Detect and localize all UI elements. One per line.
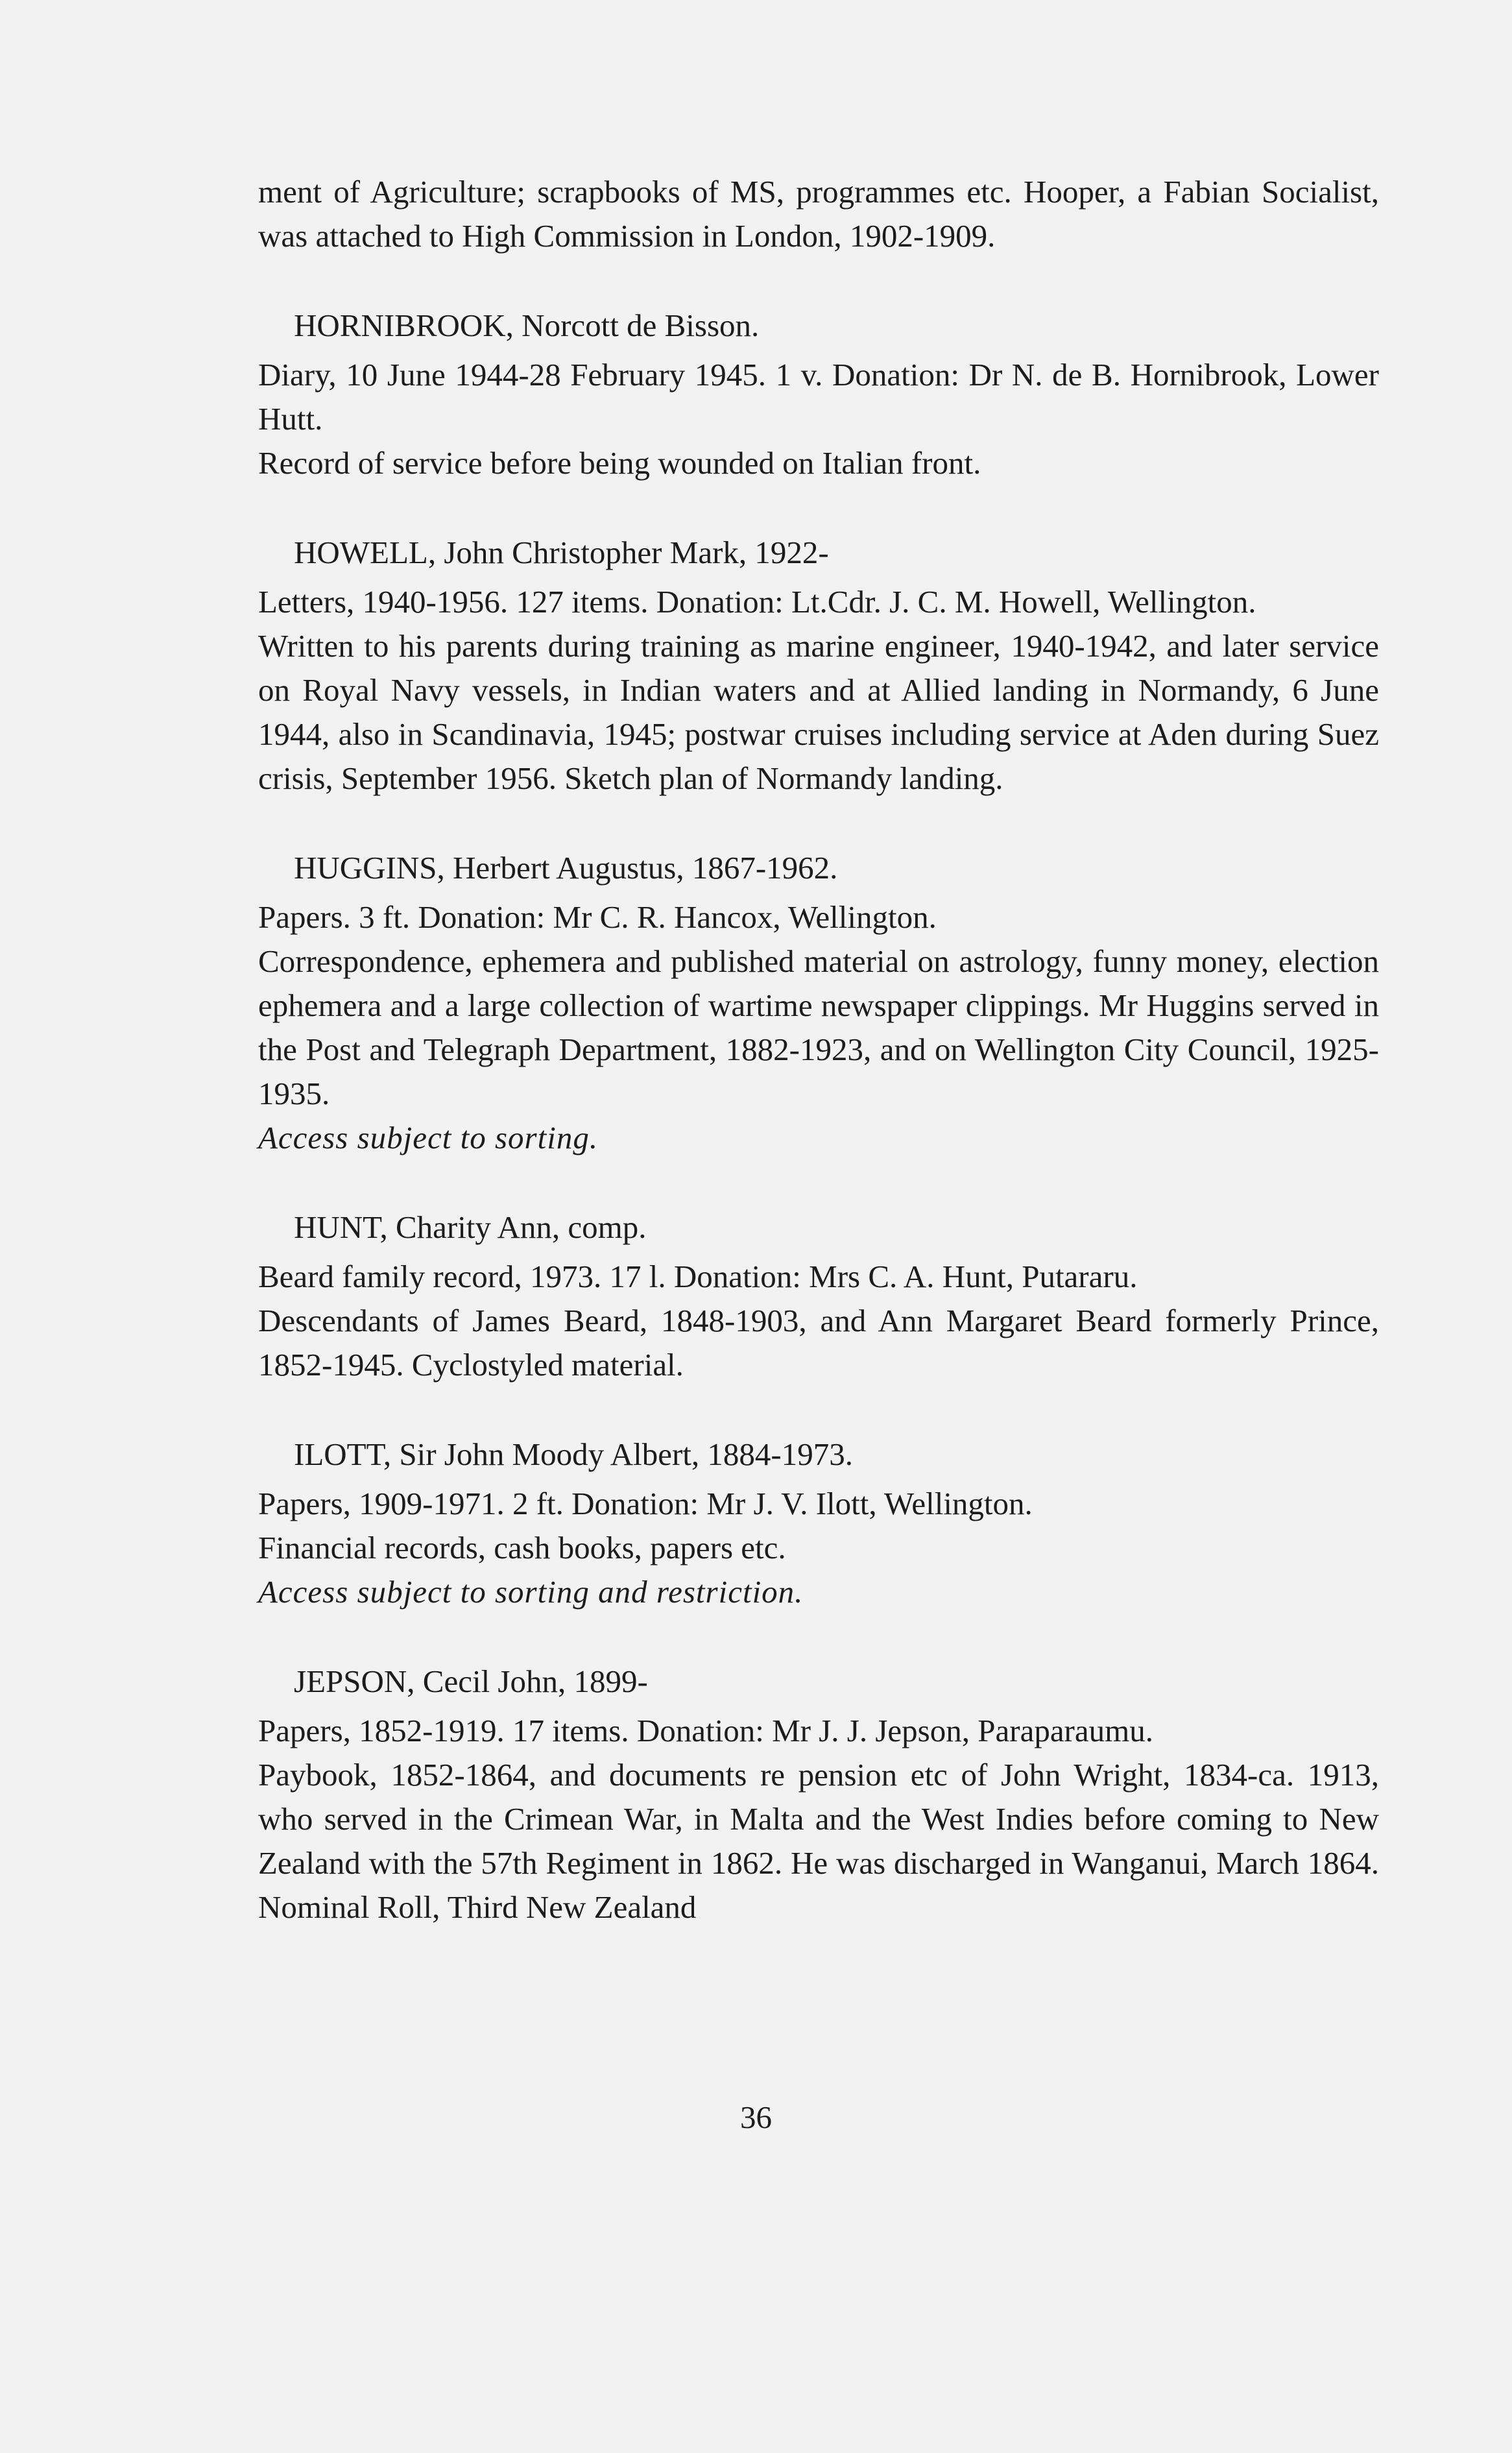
page-number: 36 <box>740 2099 772 2135</box>
entry-description-hunt: Descendants of James Beard, 1848-1903, and Ann Margaret Beard formerly Prince, 1852-1945. Cyclostyled material. <box>258 1303 1379 1383</box>
entry-details-hornibrook: Diary, 10 June 1944-28 February 1945. 1 v. Donation: Dr N. de B. Hornibrook, Lower Hutt. <box>258 357 1379 437</box>
entry-description-howell: Written to his parents during training as marine engineer, 1940-1942, and later service on Royal Navy vessels, in Indian waters and at Allied landing in Normandy, 6 June 1944, also in Scandinavia, 1945; postwar cruises including service at Aden during Suez crisis, September 1956. Sketch plan of Normandy landing. <box>258 628 1379 796</box>
entry-heading-hunt: HUNT, Charity Ann, comp. <box>294 1209 647 1245</box>
entry-heading-huggins: HUGGINS, Herbert Augustus, 1867-1962. <box>294 850 838 886</box>
entry-heading-jepson: JEPSON, Cecil John, 1899- <box>294 1663 648 1699</box>
entry-details-ilott: Papers, 1909-1971. 2 ft. Donation: Mr J. V. Ilott, Wellington. <box>258 1486 1033 1521</box>
entry-details-huggins: Papers. 3 ft. Donation: Mr C. R. Hancox, Wellington. <box>258 899 937 935</box>
page-content <box>258 170 1379 1929</box>
entry-details-jepson: Papers, 1852-1919. 17 items. Donation: Mr J. J. Jepson, Paraparaumu. <box>258 1713 1153 1748</box>
entry-heading-ilott: ILOTT, Sir John Moody Albert, 1884-1973. <box>294 1436 853 1472</box>
entry-details-hunt: Beard family record, 1973. 17 l. Donation: Mrs C. A. Hunt, Putararu. <box>258 1259 1138 1294</box>
entry-description-jepson: Paybook, 1852-1864, and documents re pension etc of John Wright, 1834-ca. 1913, who served in the Crimean War, in Malta and the West Indies before coming to New Zealand with the 57th Regiment in 1862. He was discharged in Wanganui, March 1864. Nominal Roll, Third New Zealand <box>258 1757 1379 1925</box>
intro-paragraph: ment of Agriculture; scrapbooks of MS, programmes etc. Hooper, a Fabian Socialist, was attached to High Commission in London, 1902-1909. <box>258 174 1379 254</box>
entry-description-ilott: Financial records, cash books, papers etc. <box>258 1530 786 1565</box>
entry-description-hornibrook: Record of service before being wounded on Italian front. <box>258 445 981 481</box>
entry-description-huggins: Correspondence, ephemera and published material on astrology, funny money, election ephemera and a large collection of wartime newspaper clippings. Mr Huggins served in the Post and Telegraph Department, 1882-1923, and on Wellington City Council, 1925-1935. <box>258 943 1379 1111</box>
entry-details-howell: Letters, 1940-1956. 127 items. Donation: Lt.Cdr. J. C. M. Howell, Wellington. <box>258 584 1256 620</box>
entry-note-ilott: Access subject to sorting and restriction. <box>258 1574 804 1610</box>
entry-note-huggins: Access subject to sorting. <box>258 1120 599 1155</box>
entry-heading-howell: HOWELL, John Christopher Mark, 1922- <box>294 535 829 570</box>
entry-heading-hornibrook: HORNIBROOK, Norcott de Bisson. <box>294 308 760 343</box>
